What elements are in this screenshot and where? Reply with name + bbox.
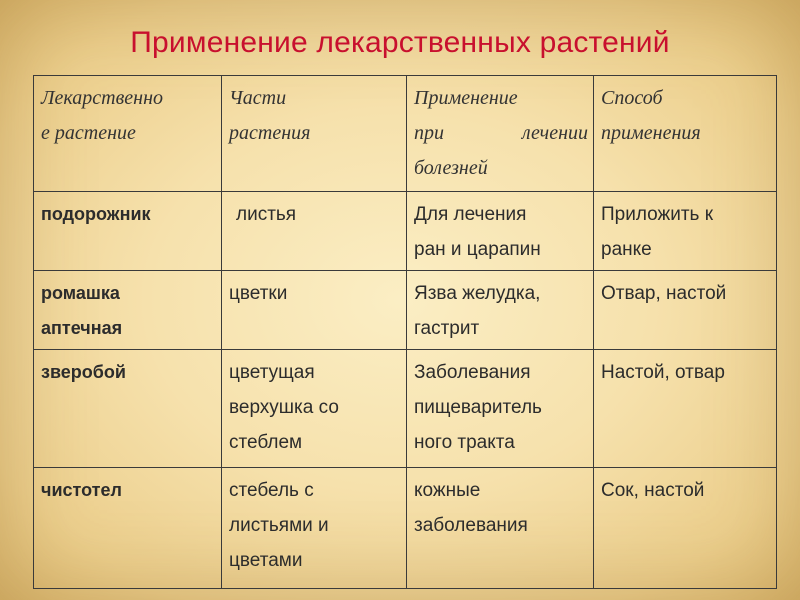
plant-method-cell: Настой, отвар [594, 350, 777, 468]
plant-method-cell: Приложить к ранке [594, 192, 777, 271]
header-use: Применение при лечении болезней [407, 76, 594, 192]
plant-name-cell: зверобой [34, 350, 222, 468]
header-parts: Части растения [222, 76, 407, 192]
plant-parts-cell: цветки [222, 271, 407, 350]
plant-use-cell: Язва желудка, гастрит [407, 271, 594, 350]
plant-use-cell: Для лечения ран и царапин [407, 192, 594, 271]
header-method: Способ применения [594, 76, 777, 192]
plant-name-cell: ромашка аптечная [34, 271, 222, 350]
table-header-row [34, 76, 777, 192]
plant-parts-cell: листья [222, 192, 407, 271]
plant-use-cell: кожные заболевания [407, 468, 594, 589]
plant-name-cell: подорожник [34, 192, 222, 271]
table-row [34, 468, 777, 589]
plant-method-cell: Отвар, настой [594, 271, 777, 350]
plant-use-cell: Заболевания пищеваритель ного тракта [407, 350, 594, 468]
plant-name-cell: чистотел [34, 468, 222, 589]
header-plant: Лекарственно е растение [34, 76, 222, 192]
medicinal-plants-table [33, 75, 777, 589]
slide-title: Применение лекарственных растений [130, 26, 670, 59]
table-row [34, 350, 777, 468]
plant-method-cell: Сок, настой [594, 468, 777, 589]
plant-parts-cell: стебель с листьями и цветами [222, 468, 407, 589]
table-row [34, 192, 777, 271]
table-row [34, 271, 777, 350]
plant-parts-cell: цветущая верхушка со стеблем [222, 350, 407, 468]
